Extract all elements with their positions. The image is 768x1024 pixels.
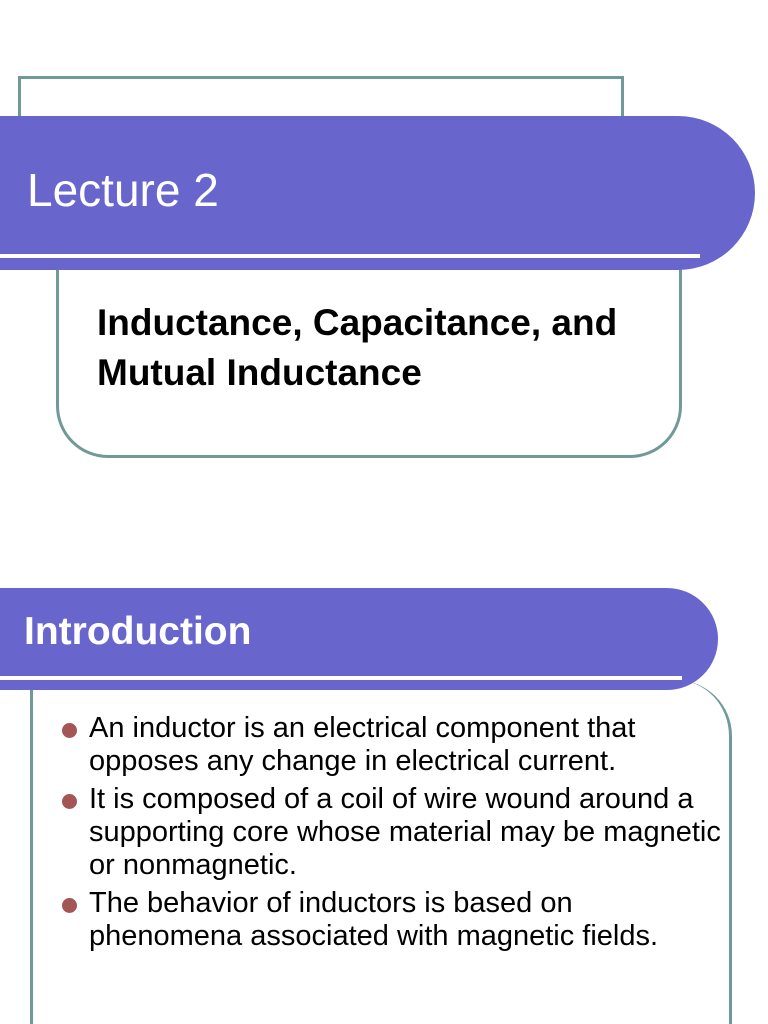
- bullet-text: It is composed of a coil of wire wound around a supporting core whose material may be magnetic or nonmagnetic.: [89, 783, 721, 881]
- bullet-item: [62, 712, 722, 778]
- bullet-text: The behavior of inductors is based on phenomena associated with magnetic fields.: [89, 887, 659, 952]
- bullet-dot-icon: [62, 723, 77, 738]
- bullet-item: [62, 783, 722, 882]
- bullet-list: [62, 712, 722, 958]
- bullet-text: An inductor is an electrical component that opposes any change in electrical current.: [89, 712, 636, 777]
- slide-title: Lecture 2: [27, 164, 219, 216]
- introduction-slide: [0, 560, 768, 1024]
- heading-underline: [0, 676, 682, 680]
- bullet-dot-icon: [62, 794, 77, 809]
- title-underline: [0, 254, 700, 258]
- bullet-item: [62, 887, 722, 953]
- title-slide: [0, 0, 768, 500]
- bullet-dot-icon: [62, 898, 77, 913]
- slide-subtitle: Inductance, Capacitance, and Mutual Inductance: [97, 302, 618, 393]
- slide-heading: Introduction: [24, 610, 252, 653]
